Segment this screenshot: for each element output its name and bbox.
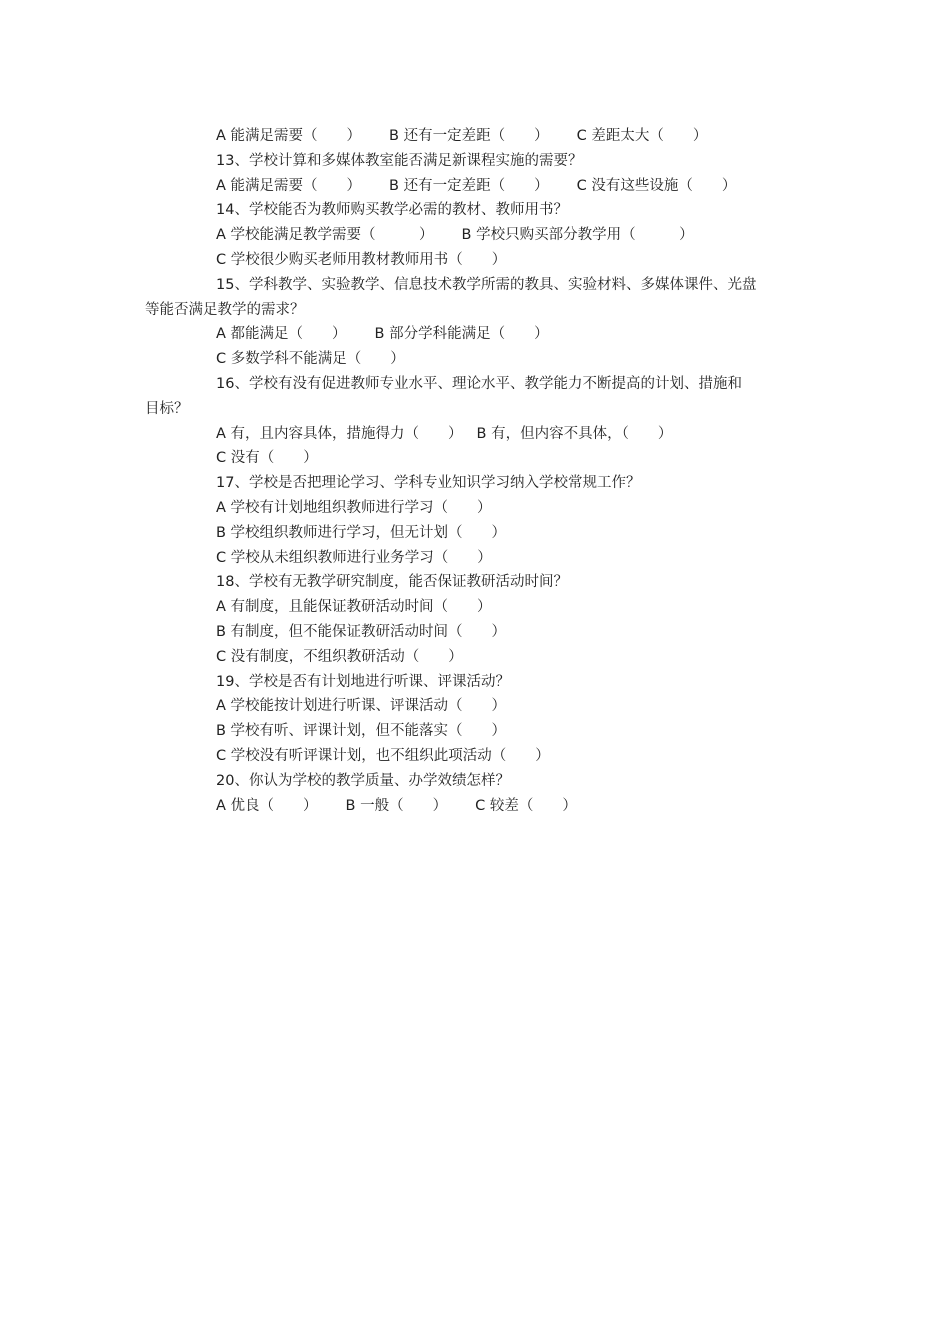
option-a: A 都能满足（ ）	[216, 326, 347, 343]
question-16-line-1: 16、学校有没有促进教师专业水平、理论水平、教学能力不断提高的计划、措施和	[216, 375, 742, 392]
option-a: A 有，且内容具体，措施得力（ ）	[216, 425, 463, 442]
option-row	[145, 223, 810, 248]
option-b: B 有制度，但不能保证教研活动时间（ ）	[216, 623, 507, 640]
option-b: B 学校只购买部分教学用（ ）	[461, 227, 694, 244]
option-b: B 还有一定差距（ ）	[389, 128, 549, 144]
option-row	[145, 794, 810, 819]
option-a: A 学校能按计划进行听课、评课活动（ ）	[216, 698, 507, 715]
option-row	[145, 422, 810, 447]
option-b: B 一般（ ）	[345, 797, 448, 814]
option-b: B 部分学科能满足（ ）	[374, 326, 549, 343]
option-c: C 学校很少购买老师用教材教师用书（ ）	[216, 251, 507, 268]
option-row	[145, 174, 810, 199]
option-row	[145, 124, 810, 149]
option-b: B 还有一定差距（ ）	[389, 177, 549, 194]
option-b: B 学校有听、评课计划，但不能落实（ ）	[216, 723, 507, 740]
question-18: 18、学校有无教学研究制度，能否保证教研活动时间？	[216, 574, 568, 591]
option-c: C 没有制度，不组织教研活动（ ）	[216, 648, 463, 665]
option-c: C 较差（ ）	[475, 797, 577, 814]
option-c: C 学校没有听评课计划，也不组织此项活动（ ）	[216, 747, 550, 764]
option-b: B 学校组织教师进行学习，但无计划（ ）	[216, 524, 507, 541]
question-19: 19、学校是否有计划地进行听课、评课活动？	[216, 673, 510, 690]
question-17: 17、学校是否把理论学习、学科专业知识学习纳入学校常规工作？	[216, 475, 641, 492]
question-15-line-2: 等能否满足教学的需求？	[145, 301, 305, 318]
question-13: 13、学校计算和多媒体教室能否满足新课程实施的需要？	[216, 152, 583, 169]
option-b: B 有，但内容不具体，（ ）	[476, 425, 673, 442]
option-c: C 没有这些设施（ ）	[576, 177, 737, 194]
option-a: A 学校能满足教学需要（ ）	[216, 227, 434, 244]
option-a: A 优良（ ）	[216, 797, 318, 814]
option-c: C 学校从未组织教师进行业务学习（ ）	[216, 549, 492, 566]
option-a: A 学校有计划地组织教师进行学习（ ）	[216, 499, 492, 516]
option-a: A 能满足需要（ ）	[216, 177, 362, 194]
question-20: 20、你认为学校的教学质量、办学效绩怎样？	[216, 772, 510, 789]
option-a: A 能满足需要（ ）	[216, 128, 362, 144]
question-16-line-2: 目标？	[145, 400, 189, 417]
option-c: C 差距太大（ ）	[576, 128, 708, 144]
option-a: A 有制度，且能保证教研活动时间（ ）	[216, 599, 492, 616]
option-c: C 没有（ ）	[216, 450, 318, 467]
questionnaire-body	[145, 124, 810, 818]
option-row	[145, 322, 810, 347]
question-14: 14、学校能否为教师购买教学必需的教材、教师用书？	[216, 202, 568, 219]
option-c: C 多数学科不能满足（ ）	[216, 351, 405, 368]
question-15-line-1: 15、学科教学、实验教学、信息技术教学所需的教具、实验材料、多媒体课件、光盘	[216, 276, 757, 293]
